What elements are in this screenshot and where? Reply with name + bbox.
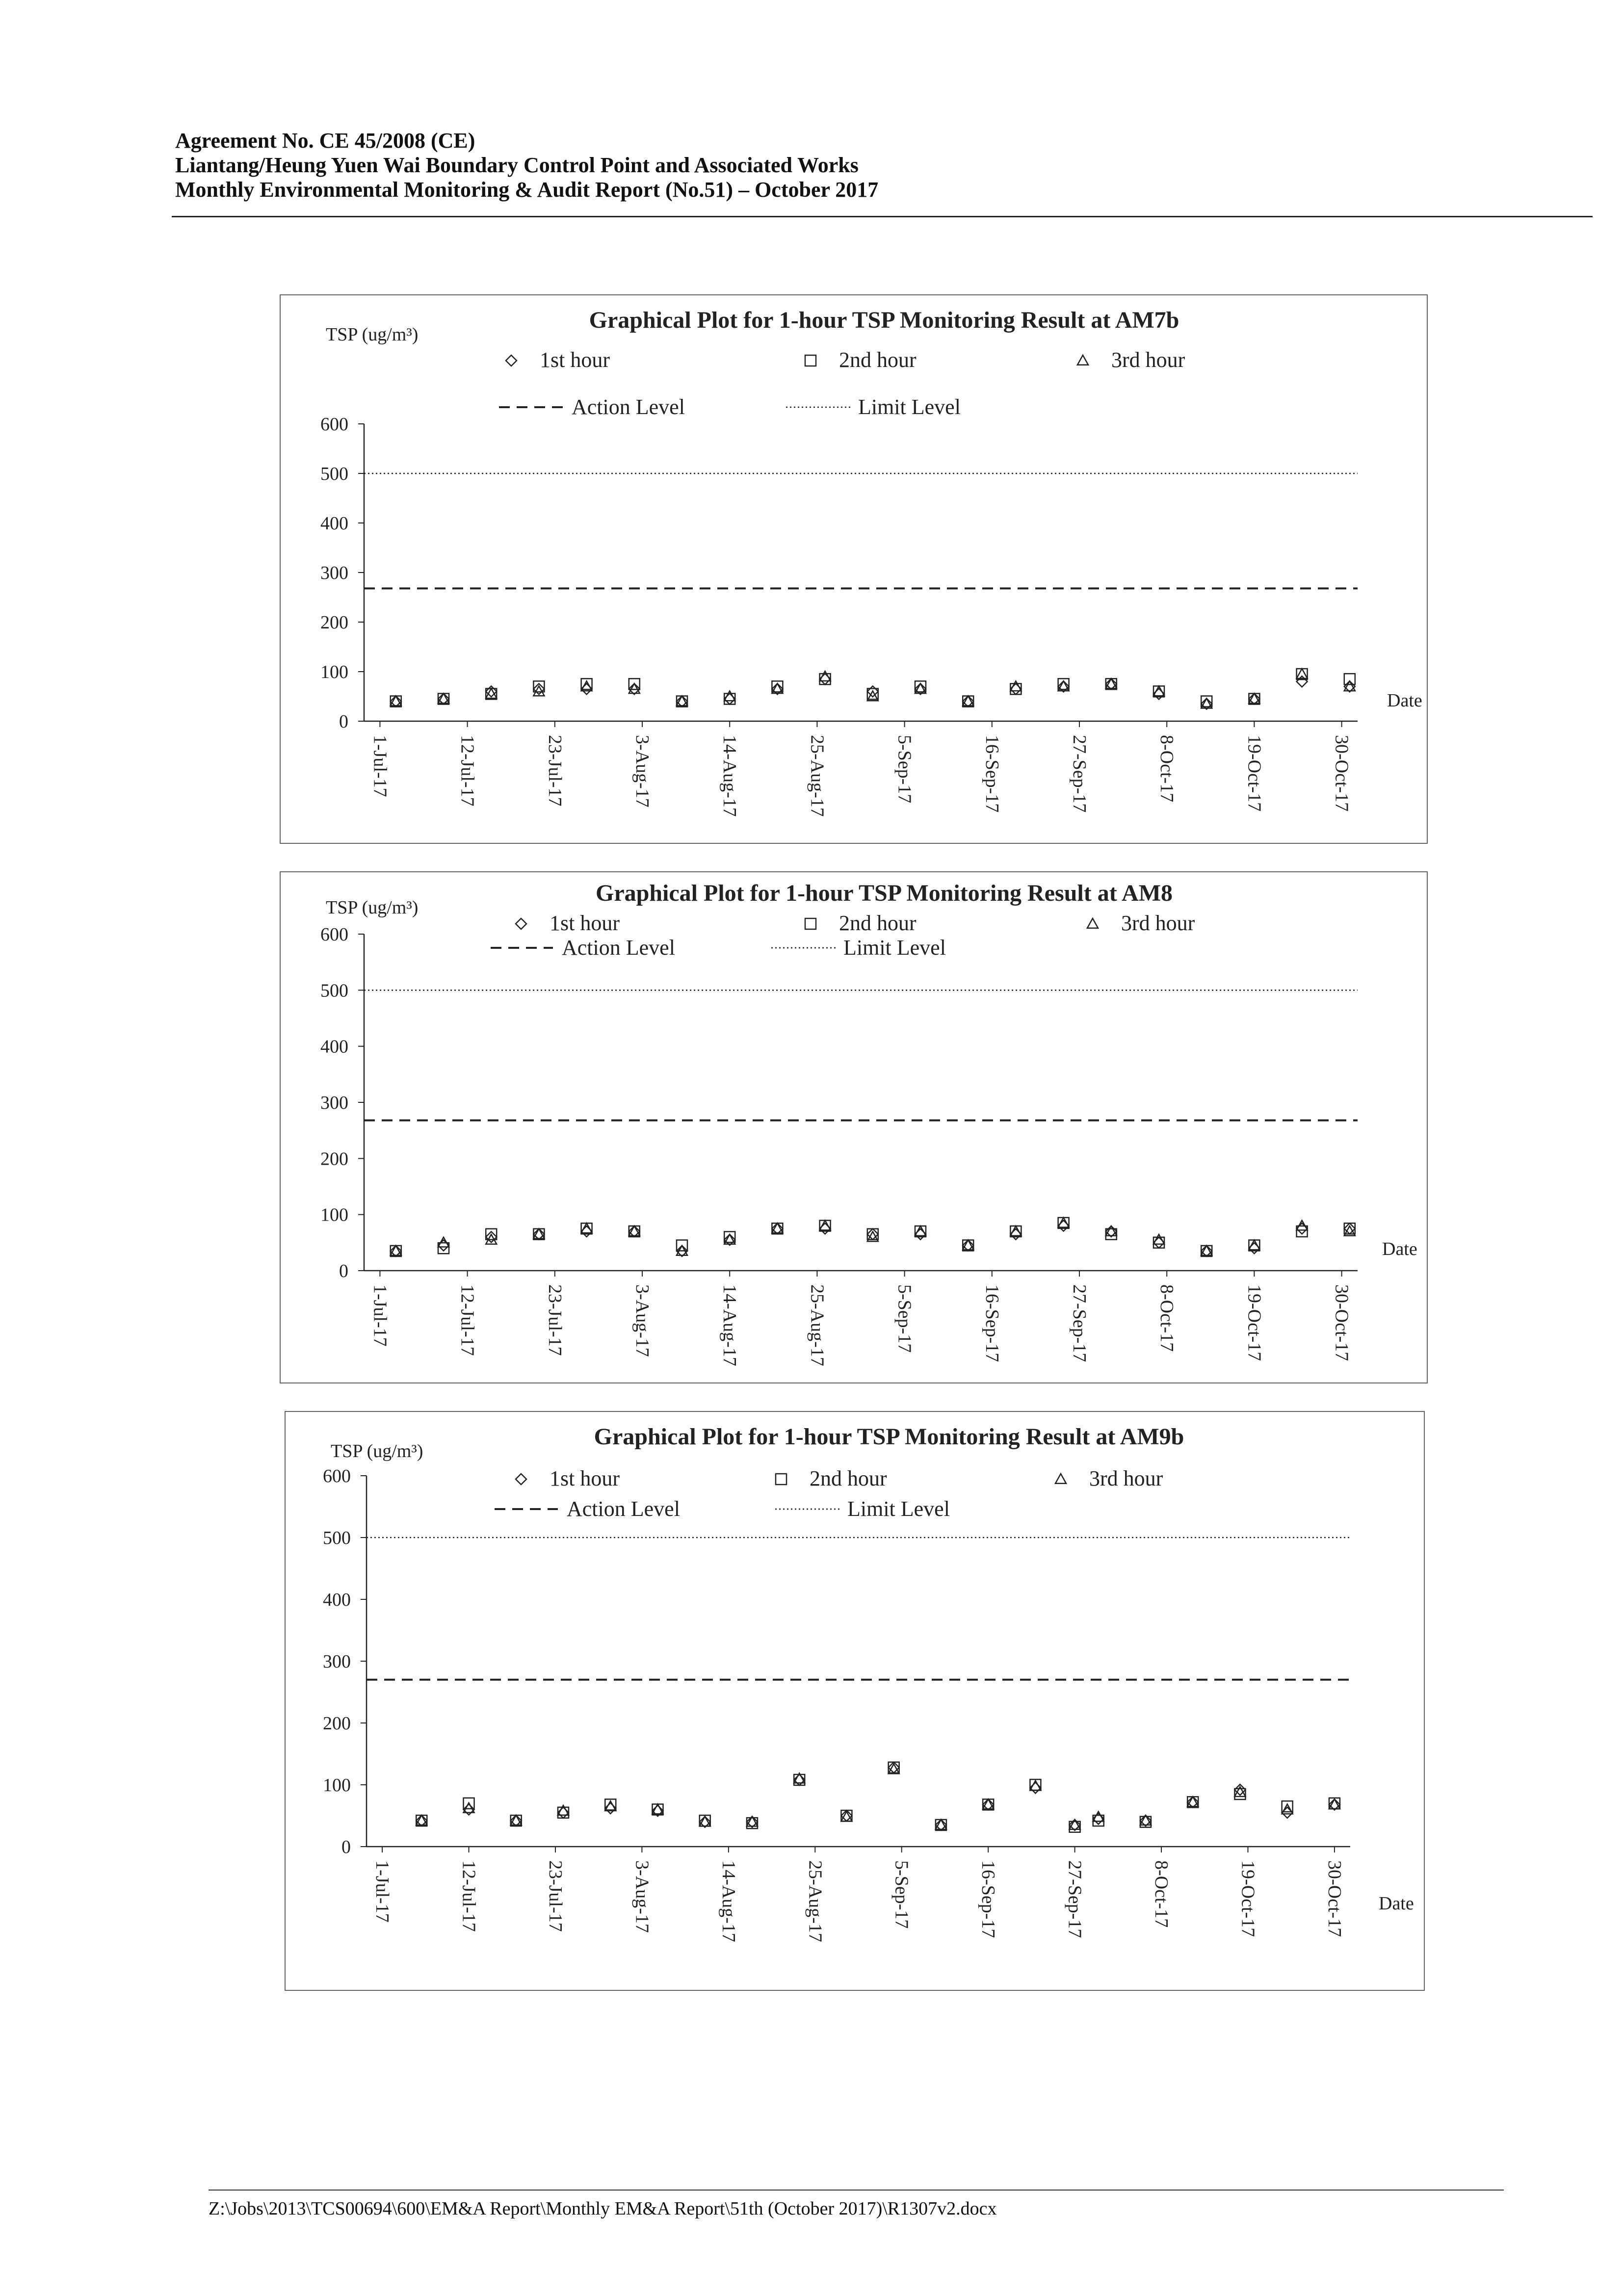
data-point [391, 696, 401, 706]
y-tick-label: 100 [323, 1775, 351, 1796]
legend-label-limit: Limit Level [858, 395, 961, 419]
x-tick-label: 25-Aug-17 [807, 735, 828, 817]
series-3 [416, 1764, 1340, 1829]
data-point [533, 1229, 544, 1239]
y-tick-label: 100 [320, 662, 348, 682]
chart-am9b-panel [285, 1411, 1425, 1991]
x-tick-label: 19-Oct-17 [1244, 735, 1265, 812]
x-tick-label: 16-Sep-17 [981, 735, 1002, 813]
x-tick-label: 12-Jul-17 [457, 1284, 478, 1356]
x-tick-label: 27-Sep-17 [1069, 1284, 1090, 1362]
y-tick-label: 300 [320, 563, 348, 583]
legend-label-limit: Limit Level [843, 936, 946, 960]
x-tick-label: 12-Jul-17 [458, 1860, 479, 1932]
y-tick-label: 200 [320, 612, 348, 633]
data-point [1010, 681, 1021, 691]
data-point [1249, 1240, 1259, 1250]
chart-am7b [281, 295, 1427, 843]
legend-marker-1 [506, 355, 517, 366]
y-tick-label: 600 [323, 1466, 351, 1487]
data-point [677, 696, 687, 706]
x-tick-label: 25-Aug-17 [807, 1284, 828, 1366]
series-1 [416, 1762, 1340, 1830]
y-tick-label: 100 [320, 1204, 348, 1226]
header-divider [172, 216, 1593, 217]
x-axis-label: Date [1387, 690, 1422, 711]
data-point [1249, 1243, 1259, 1253]
x-tick-label: 8-Oct-17 [1156, 1284, 1178, 1352]
data-point [1297, 1223, 1308, 1234]
data-point [1010, 1226, 1021, 1236]
y-tick-label: 300 [323, 1651, 351, 1672]
x-tick-label: 14-Aug-17 [719, 735, 740, 817]
x-tick-label: 23-Jul-17 [544, 735, 565, 807]
data-point [915, 1229, 926, 1240]
legend-label-limit: Limit Level [847, 1497, 950, 1521]
data-point [1249, 694, 1259, 704]
legend-marker-2 [776, 1474, 786, 1485]
chart-title: Graphical Plot for 1-hour TSP Monitoring Result at AM7b [589, 307, 1179, 333]
y-tick-label: 400 [320, 513, 348, 534]
data-point [1106, 1226, 1117, 1236]
x-axis-label: Date [1382, 1239, 1417, 1259]
data-point [1344, 674, 1355, 684]
data-point [1297, 1221, 1308, 1230]
x-tick-label: 3-Aug-17 [632, 735, 653, 808]
data-point [1282, 1807, 1293, 1818]
data-point [391, 1246, 401, 1255]
chart-am8 [281, 872, 1427, 1383]
x-tick-label: 8-Oct-17 [1151, 1860, 1172, 1928]
series-2 [416, 1762, 1340, 1832]
x-tick-label: 5-Sep-17 [894, 735, 915, 804]
legend-label-hour-3: 3rd hour [1089, 1466, 1163, 1490]
y-tick-label: 500 [320, 980, 348, 1001]
legend-label-hour-2: 2nd hour [810, 1466, 887, 1490]
x-tick-label: 30-Oct-17 [1331, 1284, 1352, 1361]
y-axis-label: TSP (ug/m³) [326, 324, 419, 345]
data-point [820, 1223, 831, 1234]
legend-label-action: Action Level [572, 395, 685, 419]
x-tick-label: 14-Aug-17 [718, 1860, 739, 1942]
data-point [438, 1240, 449, 1251]
x-tick-label: 27-Sep-17 [1069, 735, 1090, 813]
data-point [581, 1223, 592, 1233]
data-point [963, 1240, 973, 1250]
legend-marker-3 [1055, 1474, 1066, 1484]
legend-marker-1 [516, 1474, 526, 1485]
data-point [963, 696, 973, 706]
legend-label-hour-3: 3rd hour [1121, 911, 1195, 935]
x-tick-label: 16-Sep-17 [981, 1284, 1002, 1362]
chart-title: Graphical Plot for 1-hour TSP Monitoring Result at AM8 [595, 880, 1173, 906]
project-title: Liantang/Heung Yuen Wai Boundary Control Point and Associated Works [175, 153, 859, 177]
y-tick-label: 0 [339, 1261, 348, 1281]
legend-marker-3 [1087, 918, 1098, 928]
x-tick-label: 25-Aug-17 [805, 1860, 826, 1942]
data-point [416, 1815, 427, 1825]
x-tick-label: 19-Oct-17 [1237, 1860, 1258, 1937]
report-header [175, 129, 1598, 202]
legend-label-hour-1: 1st hour [550, 1466, 620, 1490]
legend-label-action: Action Level [567, 1497, 680, 1521]
y-tick-label: 500 [320, 464, 348, 484]
data-point [1058, 1221, 1069, 1231]
x-tick-label: 12-Jul-17 [457, 735, 478, 807]
legend-label-hour-2: 2nd hour [839, 911, 917, 935]
agreement-number: Agreement No. CE 45/2008 (CE) [175, 129, 475, 153]
data-point [1344, 681, 1355, 691]
x-tick-label: 3-Aug-17 [631, 1860, 653, 1933]
legend-label-hour-2: 2nd hour [839, 348, 917, 372]
y-tick-label: 600 [320, 924, 348, 945]
data-point [1153, 1237, 1164, 1248]
legend-marker-3 [1077, 355, 1088, 365]
legend-marker-2 [805, 918, 816, 929]
y-axis-label: TSP (ug/m³) [331, 1441, 423, 1461]
chart-title: Graphical Plot for 1-hour TSP Monitoring Result at AM9b [594, 1424, 1184, 1450]
y-tick-label: 0 [339, 711, 348, 732]
data-point [1058, 1218, 1069, 1227]
data-point [1329, 1799, 1340, 1809]
x-tick-label: 23-Jul-17 [544, 1284, 565, 1356]
data-point [511, 1815, 522, 1825]
x-tick-label: 14-Aug-17 [719, 1284, 740, 1366]
data-point [1153, 686, 1164, 696]
x-tick-label: 16-Sep-17 [978, 1860, 999, 1938]
x-tick-label: 3-Aug-17 [632, 1284, 653, 1357]
chart-am9b [286, 1412, 1424, 1990]
data-point [983, 1799, 994, 1809]
data-point [724, 691, 735, 701]
x-tick-label: 5-Sep-17 [891, 1860, 912, 1929]
data-point [841, 1812, 852, 1822]
data-point [820, 1221, 831, 1230]
data-point [581, 1226, 592, 1237]
report-title: Monthly Environmental Monitoring & Audit Report (No.51) – October 2017 [175, 178, 879, 202]
data-point [438, 694, 449, 704]
y-tick-label: 300 [320, 1093, 348, 1113]
legend-label-action: Action Level [562, 936, 675, 960]
y-tick-label: 200 [320, 1148, 348, 1170]
data-point [1297, 676, 1308, 687]
x-tick-label: 1-Jul-17 [369, 1284, 391, 1347]
footer-divider [209, 2190, 1504, 2191]
data-point [1153, 1237, 1164, 1248]
data-point [772, 1223, 783, 1233]
data-point [1010, 1229, 1021, 1240]
y-tick-label: 400 [323, 1590, 351, 1610]
y-tick-label: 200 [323, 1713, 351, 1734]
data-point [1187, 1797, 1198, 1806]
data-point [936, 1820, 946, 1829]
data-point [915, 1226, 926, 1236]
chart-am8-panel [280, 871, 1428, 1383]
x-tick-label: 5-Sep-17 [894, 1284, 915, 1353]
data-point [1201, 1246, 1212, 1255]
x-tick-label: 1-Jul-17 [369, 735, 391, 797]
legend-marker-1 [516, 918, 526, 929]
x-tick-label: 1-Jul-17 [372, 1860, 393, 1923]
data-point [700, 1817, 710, 1826]
x-tick-label: 8-Oct-17 [1156, 735, 1178, 803]
legend-label-hour-1: 1st hour [550, 911, 620, 935]
y-axis-label: TSP (ug/m³) [326, 897, 419, 918]
data-point [1106, 678, 1117, 688]
x-tick-label: 27-Sep-17 [1064, 1860, 1085, 1938]
data-point [629, 1226, 640, 1236]
x-tick-label: 23-Jul-17 [545, 1860, 566, 1932]
file-path: Z:\Jobs\2013\TCS00694\600\EM&A Report\Monthly EM&A Report\51th (October 2017)\R1307v2.docx [209, 2198, 997, 2219]
x-tick-label: 19-Oct-17 [1244, 1284, 1265, 1361]
data-point [629, 683, 640, 693]
data-point [820, 671, 831, 681]
y-tick-label: 0 [341, 1837, 351, 1857]
x-axis-label: Date [1379, 1893, 1414, 1914]
data-point [438, 1237, 449, 1247]
y-tick-label: 500 [323, 1528, 351, 1548]
y-tick-label: 400 [320, 1036, 348, 1057]
legend-label-hour-1: 1st hour [540, 348, 610, 372]
data-point [1153, 1234, 1164, 1244]
legend-marker-2 [805, 355, 816, 366]
chart-am7b-panel [280, 294, 1428, 844]
x-tick-label: 30-Oct-17 [1331, 735, 1352, 812]
legend-label-hour-3: 3rd hour [1111, 348, 1185, 372]
y-tick-label: 600 [320, 414, 348, 435]
series-2 [391, 1218, 1355, 1256]
x-tick-label: 30-Oct-17 [1324, 1860, 1345, 1937]
